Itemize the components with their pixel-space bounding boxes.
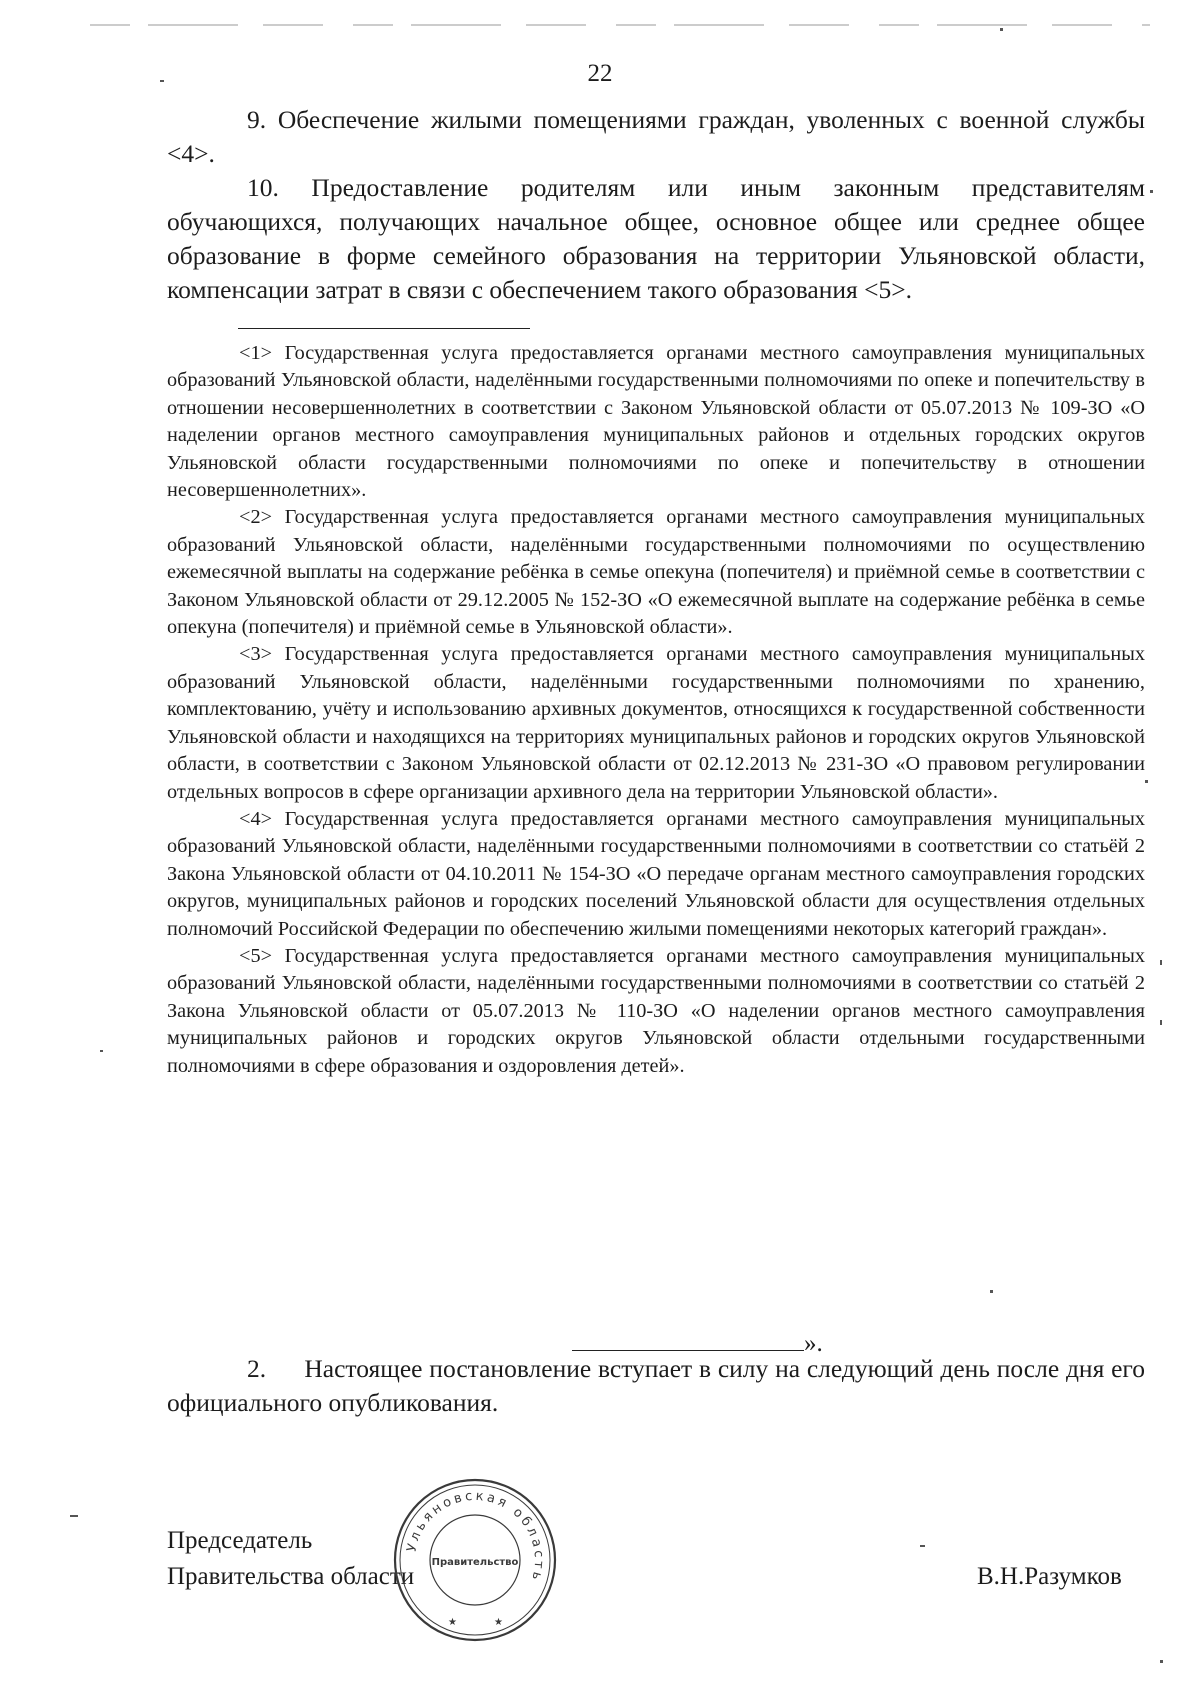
scan-speck <box>160 80 164 82</box>
signer-name: В.Н.Разумков <box>977 1563 1122 1590</box>
main-text-top <box>167 103 1145 307</box>
scan-speck <box>1160 1020 1162 1025</box>
footnote-4: <4> Государственная услуга предоставляется органами местного самоуправления муниципальных образований Ульяновской области, наделёнными государственными полномочиями в соответствии со статьёй 2 Закона Ульяновской области от 04.10.2011 № 154-ЗО «О передаче органам местного самоуправления городских округов, муниципальных районов и городских поселений Ульяновской области для осуществления отдельных полномочий Российской Федерации по обеспечению жилыми помещениями некоторых категорий граждан». <box>167 807 1145 940</box>
scan-speck <box>1160 960 1162 965</box>
scan-speck <box>1150 190 1153 193</box>
footnote-2: <2> Государственная услуга предоставляется органами местного самоуправления муниципальных образований Ульяновской области, наделёнными государственными полномочиями по осуществлению ежемесячной выплаты на содержание ребёнка в семье опекуна (попечителя) и приёмной семье в соответствии с Законом Ульяновской области от 29.12.2005 № 152-ЗО «О ежемесячной выплате на содержание ребёнка в семье опекуна (попечителя) и приёмной семье в Ульяновской области». <box>167 506 1145 639</box>
scan-speck <box>920 1545 925 1547</box>
scan-speck <box>1000 28 1003 31</box>
scan-speck <box>990 1290 993 1293</box>
svg-text:Правительство: Правительство <box>431 1557 519 1568</box>
scan-speck <box>70 1515 78 1517</box>
scan-speck <box>1160 1660 1163 1663</box>
svg-text:★: ★ <box>448 1617 457 1628</box>
signature-position-line1: Председатель <box>167 1527 313 1554</box>
footnote-1: <1> Государственная услуга предоставляется органами местного самоуправления муниципальных образований Ульяновской области, наделёнными государственными полномочиями по опеке и попечительству в отношении несовершеннолетних в соответствии с Законом Ульяновской области от 05.07.2013 № 109-ЗО «О наделении органов местного самоуправления муниципальных районов и отдельных городских округов Ульяновской области государственными полномочиями по опеке и попечительству в отношении несовершеннолетних». <box>167 342 1145 502</box>
main-text-bottom <box>167 1352 1145 1420</box>
item-10-paragraph: 10. Предоставление родителям или иным законным представителям обучающихся, получающих начальное общее, основное общее или среднее общее образование в форме семейного образования на территории Ульяновской области, компенсации затрат в связи с обеспечением такого образования <5>. <box>167 173 1145 304</box>
closing-quote: ». <box>804 1330 823 1357</box>
svg-text:★: ★ <box>494 1617 503 1628</box>
clause-2-paragraph: 2. Настоящее постановление вступает в силу на следующий день после дня его официального опубликования. <box>167 1354 1145 1417</box>
signature-position <box>167 1523 414 1595</box>
official-stamp <box>390 1475 560 1645</box>
footnotes-section <box>167 340 1145 1080</box>
signature-position-line2: Правительства области <box>167 1563 415 1590</box>
page-number: 22 <box>587 60 613 87</box>
svg-text:Ульяновская область: Ульяновская область <box>404 1488 547 1585</box>
scan-speck <box>1145 780 1148 783</box>
scan-top-edge <box>0 14 1200 18</box>
footnote-5: <5> Государственная услуга предоставляется органами местного самоуправления муниципальных образований Ульяновской области, наделёнными государственными полномочиями в соответствии со статьёй 2 Закона Ульяновской области от 05.07.2013 № 110-ЗО «О наделении органов местного самоуправления муниципальных районов и городских округов Ульяновской области отдельными государственными полномочиями в сфере образования и оздоровления детей». <box>167 944 1145 1077</box>
scan-speck <box>100 1050 103 1052</box>
item-9-paragraph: 9. Обеспечение жилыми помещениями граждан, уволенных с военной службы <4>. <box>167 105 1145 168</box>
footnote-separator <box>238 328 530 329</box>
closing-underline <box>572 1328 804 1351</box>
footnote-3: <3> Государственная услуга предоставляется органами местного самоуправления муниципальных образований Ульяновской области, наделёнными государственными полномочиями по хранению, комплектованию, учёту и использованию архивных документов, относящихся к государственной собственности Ульяновской области и находящихся на территориях муниципальных районов и городских округов Ульяновской области, в соответствии с Законом Ульяновской области от 02.12.2013 № 231-ЗО «О правовом регулировании отдельных вопросов в сфере организации архивного дела на территории Ульяновской области». <box>167 643 1145 803</box>
